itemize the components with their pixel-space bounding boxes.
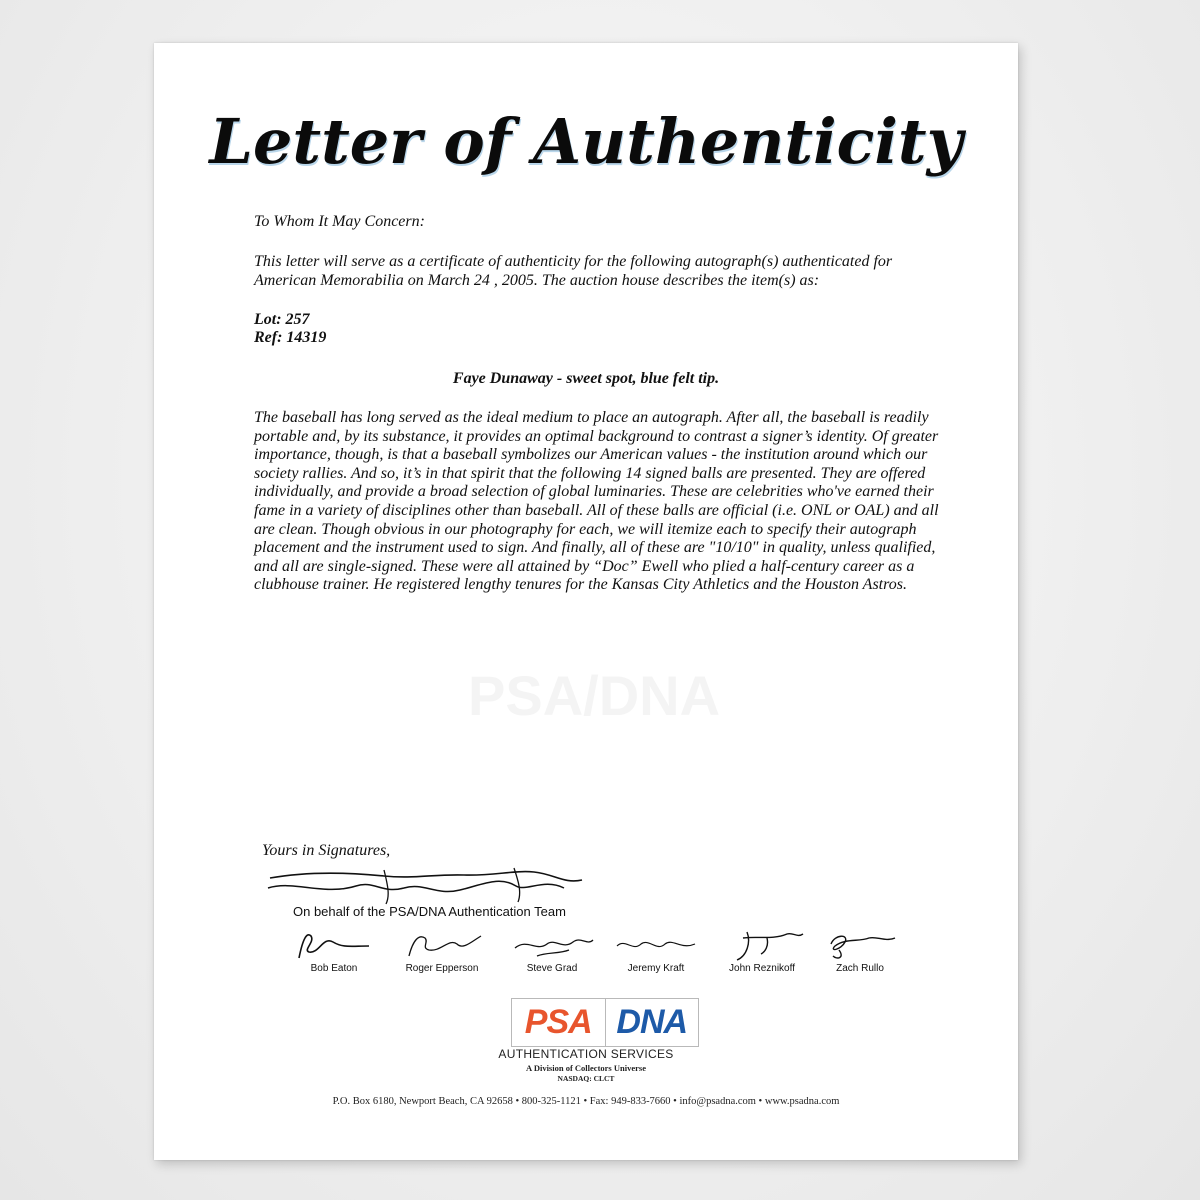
team-member (392, 928, 492, 974)
psa-dna-watermark: PSA/DNA (467, 664, 721, 727)
team-member (284, 928, 384, 974)
closing-line: Yours in Signatures, (262, 842, 391, 859)
signature-icon (507, 928, 597, 962)
team-member-name: Zach Rullo (836, 963, 884, 974)
ref-number: Ref: 14319 (254, 329, 327, 346)
signature-icon (397, 928, 487, 962)
psa-dna-logo (511, 998, 699, 1047)
authentication-services-label: AUTHENTICATION SERVICES (498, 1047, 674, 1061)
team-signatures (284, 928, 904, 988)
signature-icon (611, 928, 701, 962)
signature-icon (815, 928, 905, 962)
division-label: A Division of Collectors Universe (526, 1063, 646, 1073)
item-description: Faye Dunaway - sweet spot, blue felt tip. (452, 370, 720, 387)
dna-logo-text: DNA (616, 1003, 688, 1041)
nasdaq-label: NASDAQ: CLCT (557, 1074, 615, 1083)
team-member-name: Roger Epperson (405, 963, 479, 974)
team-member (606, 928, 706, 974)
team-member (712, 928, 812, 974)
signature-icon (717, 928, 807, 962)
team-member-name: John Reznikoff (729, 963, 795, 974)
body-paragraph: The baseball has long served as the ideal medium to place an autograph. After all, the baseball is readily portable and, by its substance, it provides an optimal background to contrast a signer’s identity. Of greater importance, though, is that a baseball symbolizes our American values - the institution around which our society rallies. And so, it’s in that spirit that the following 14 signed balls are presented. They are offered individually, and provide a broad selection of global luminaries. These are celebrities who've earned their fame in a variety of disciplines other than baseball. All of these balls are official (i.e. ONL or OAL) and all are clean. Though obvious in our photography for each, we will itemize each to specify their autograph placement and the instrument used to sign. And finally, all of these are "10/10" in quality, unless qualified, and all are single-signed. These were all attained by “Doc” Ewell who plied a half-century career as a clubhouse trainer. He registered lengthy tenures for the Kansas City Athletics and the Houston Astros. (254, 409, 939, 594)
intro-paragraph: This letter will serve as a certificate of authenticity for the following autograph(s) authenticated for American Memorabilia on March 24 , 2005. The auction house describes the item(s) as: (254, 253, 893, 289)
team-member (502, 928, 602, 974)
psa-logo-text: PSA (512, 999, 606, 1046)
team-member-name: Bob Eaton (310, 963, 358, 974)
letter-title: Letter of Authenticity (209, 105, 963, 178)
team-signature-icon (264, 866, 594, 908)
signature-icon (289, 928, 379, 962)
letter-page (154, 43, 1018, 1160)
lot-reference (254, 311, 944, 347)
on-behalf-line: On behalf of the PSA/DNA Authentication Team (293, 904, 566, 919)
salutation: To Whom It May Concern: (254, 213, 425, 230)
team-member-name: Jeremy Kraft (627, 963, 685, 974)
footer-contact: P.O. Box 6180, Newport Beach, CA 92658 • 800-325-1121 • Fax: 949-833-7660 • info@psadna.com • www.psadna.com (332, 1096, 840, 1107)
team-member (810, 928, 910, 974)
lot-number: Lot: 257 (254, 311, 310, 328)
team-member-name: Steve Grad (526, 963, 578, 974)
